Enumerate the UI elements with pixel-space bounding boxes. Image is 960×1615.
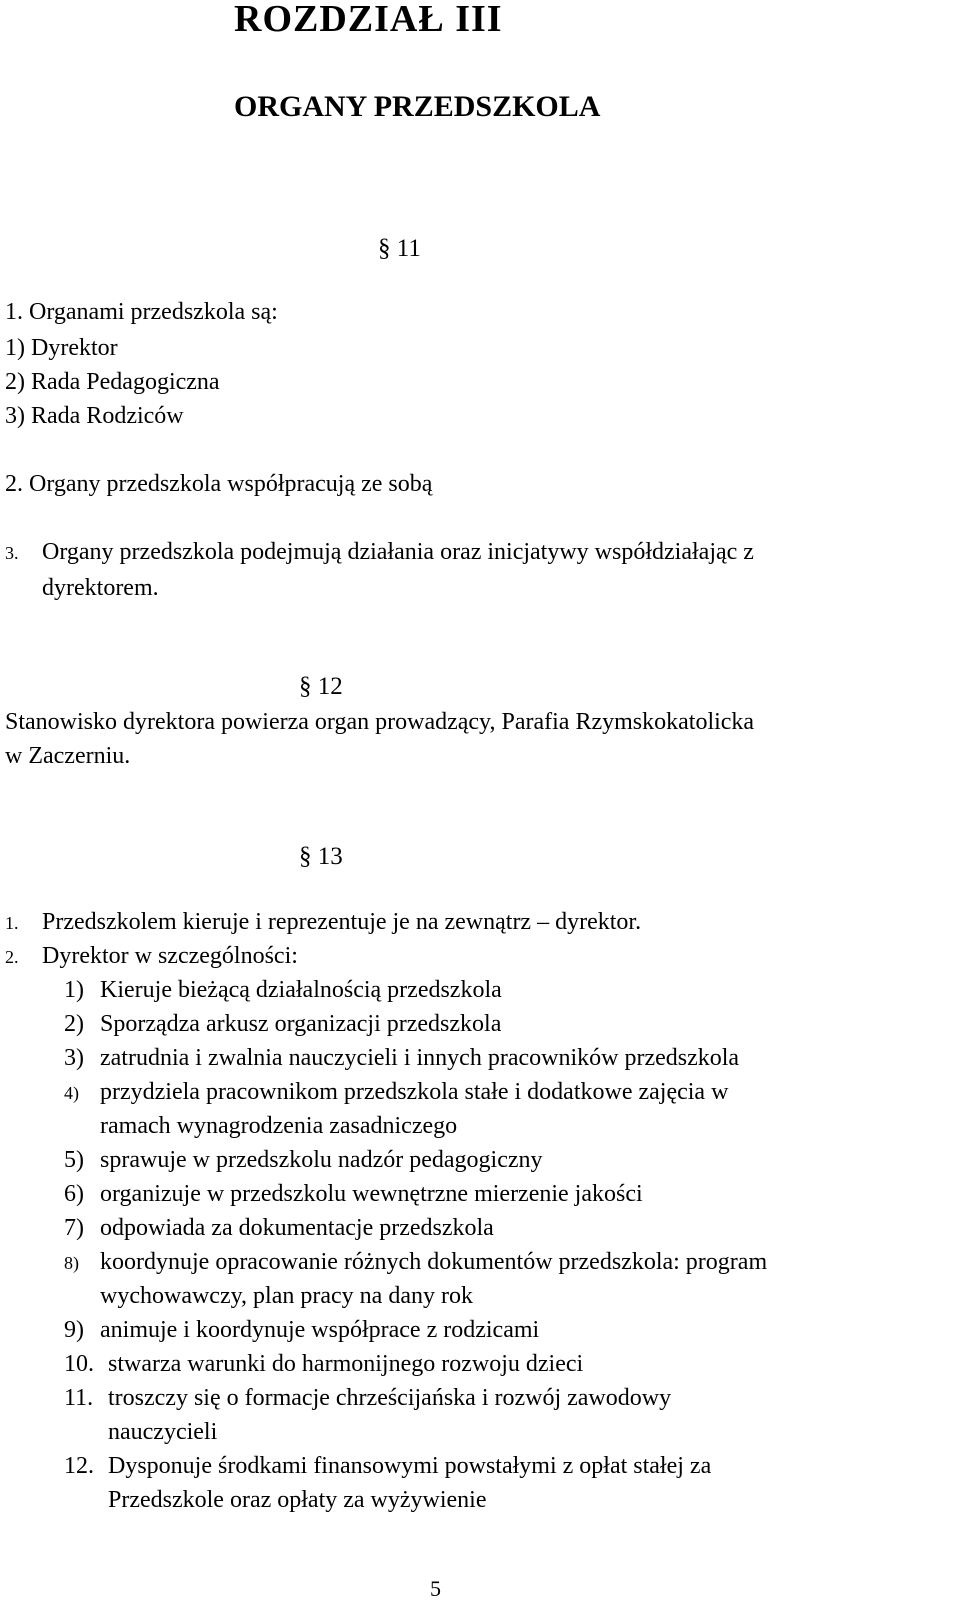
list-item: Dysponuje środkami finansowymi powstałymi z opłat stałej za bbox=[108, 1453, 712, 1479]
section-12-heading: § 12 bbox=[299, 673, 343, 700]
list-item: 3) Rada Rodziców bbox=[5, 403, 184, 429]
section-11-paragraph-2: 2. Organy przedszkola współpracują ze sobą bbox=[5, 471, 433, 497]
list-item-continuation: wychowawczy, plan pracy na dany rok bbox=[100, 1283, 473, 1309]
list-item: troszczy się o formacje chrześcijańska i rozwój zawodowy bbox=[108, 1385, 672, 1411]
list-item-number: 2) bbox=[64, 1011, 84, 1037]
paragraph-number: 1. bbox=[5, 913, 19, 933]
list-item-number: 7) bbox=[64, 1215, 84, 1241]
section-13-paragraph-2: Dyrektor w szczególności: bbox=[42, 943, 298, 969]
list-item-number: 5) bbox=[64, 1147, 84, 1173]
section-13-paragraph-1: Przedszkolem kieruje i reprezentuje je na zewnątrz – dyrektor. bbox=[42, 909, 642, 935]
list-item-number: 11. bbox=[64, 1385, 94, 1411]
list-item: stwarza warunki do harmonijnego rozwoju dzieci bbox=[108, 1351, 584, 1377]
section-11-paragraph-1: 1. Organami przedszkola są: bbox=[5, 299, 278, 325]
paragraph-number: 3. bbox=[5, 543, 19, 563]
section-13-heading: § 13 bbox=[299, 843, 343, 870]
section-12-line-2: w Zaczerniu. bbox=[5, 743, 131, 769]
list-item-continuation: Przedszkole oraz opłaty za wyżywienie bbox=[108, 1487, 487, 1513]
list-item: zatrudnia i zwalnia nauczycieli i innych pracowników przedszkola bbox=[100, 1045, 740, 1071]
list-item: przydziela pracownikom przedszkola stałe i dodatkowe zajęcia w bbox=[100, 1079, 729, 1105]
list-item-number: 8) bbox=[64, 1253, 79, 1273]
paragraph-number: 2. bbox=[5, 947, 19, 967]
section-12-line-1: Stanowisko dyrektora powierza organ prowadzący, Parafia Rzymskokatolicka bbox=[5, 709, 755, 735]
list-item: organizuje w przedszkolu wewnętrzne mierzenie jakości bbox=[100, 1181, 643, 1207]
section-11-heading: § 11 bbox=[378, 235, 421, 262]
list-item: animuje i koordynuje współprace z rodzicami bbox=[100, 1317, 540, 1343]
list-item: Kieruje bieżącą działalnością przedszkola bbox=[100, 977, 502, 1003]
list-item-continuation: nauczycieli bbox=[108, 1419, 218, 1445]
list-item-number: 4) bbox=[64, 1083, 79, 1103]
list-item: 2) Rada Pedagogiczna bbox=[5, 369, 220, 395]
list-item: Sporządza arkusz organizacji przedszkola bbox=[100, 1011, 502, 1037]
list-item-continuation: ramach wynagrodzenia zasadniczego bbox=[100, 1113, 458, 1139]
section-11-paragraph-3-line-1: Organy przedszkola podejmują działania oraz inicjatywy współdziałając z bbox=[42, 539, 754, 565]
list-item-number: 6) bbox=[64, 1181, 84, 1207]
list-item-number: 12. bbox=[64, 1453, 94, 1479]
list-item-number: 9) bbox=[64, 1317, 84, 1343]
list-item: sprawuje w przedszkolu nadzór pedagogiczny bbox=[100, 1147, 543, 1173]
chapter-subtitle: ORGANY PRZEDSZKOLA bbox=[234, 90, 601, 123]
list-item: 1) Dyrektor bbox=[5, 335, 118, 361]
list-item: odpowiada za dokumentacje przedszkola bbox=[100, 1215, 494, 1241]
list-item: koordynuje opracowanie różnych dokumentów przedszkola: program bbox=[100, 1249, 768, 1275]
chapter-title: ROZDZIAŁ III bbox=[234, 0, 503, 40]
section-11-paragraph-3-line-2: dyrektorem. bbox=[42, 575, 159, 601]
list-item-number: 1) bbox=[64, 977, 84, 1003]
list-item-number: 10. bbox=[64, 1351, 94, 1377]
page-number: 5 bbox=[430, 1576, 441, 1601]
list-item-number: 3) bbox=[64, 1045, 84, 1071]
